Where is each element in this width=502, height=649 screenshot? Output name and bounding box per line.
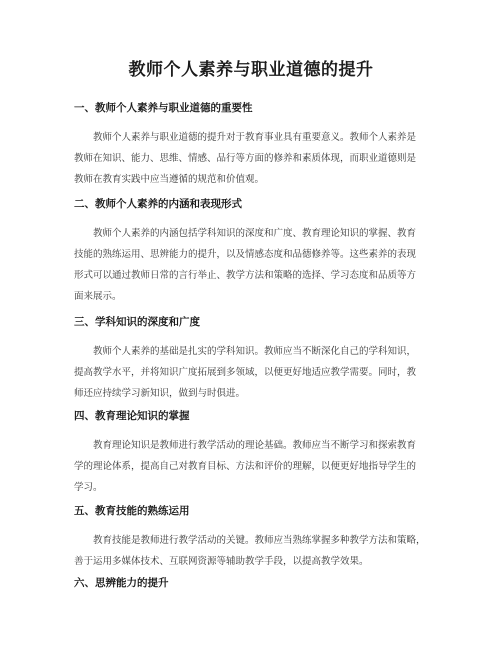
paragraph-line: 教师在知识、能力、思维、情感、品行等方面的修养和素质体现，而职业道德则是 <box>74 153 417 164</box>
section-heading: 六、思辨能力的提升 <box>74 577 169 589</box>
paragraph-line: 师还应持续学习新知识，做到与时俱进。 <box>74 388 246 399</box>
section-paragraph <box>74 341 434 404</box>
paragraph-line: 教师个人素养的内涵包括学科知识的深度和广度、教育理论知识的掌握、教育 <box>93 228 417 239</box>
paragraph-line: 教师个人素养的基础是扎实的学科知识。教师应当不断深化自己的学科知识， <box>93 346 417 357</box>
section-heading: 一、教师个人素养与职业道德的重要性 <box>74 102 253 114</box>
paragraph-line: 学的理论体系，提高自己对教育目标、方法和评价的理解，以便更好地指导学生的 <box>74 461 417 472</box>
section-heading: 四、教育理论知识的掌握 <box>74 410 190 422</box>
section-paragraph <box>74 530 434 572</box>
paragraph-line: 教育理论知识是教师进行教学活动的理论基础。教师应当不断学习和探索教育 <box>93 440 417 451</box>
paragraph-line: 面来展示。 <box>74 291 122 302</box>
document-title: 教师个人素养与职业道德的提升 <box>128 60 374 80</box>
section-paragraph <box>74 127 434 190</box>
paragraph-line: 教师在教育实践中应当遵循的规范和价值观。 <box>74 174 265 185</box>
paragraph-line: 技能的熟练运用、思辨能力的提升，以及情感态度和品德修养等。这些素养的表现 <box>74 249 417 260</box>
section-heading: 三、学科知识的深度和广度 <box>74 316 200 328</box>
section-paragraph <box>74 435 434 498</box>
paragraph-line: 教师个人素养与职业道德的提升对于教育事业具有重要意义。教师个人素养是 <box>93 132 417 143</box>
section-paragraph <box>74 223 434 307</box>
section-heading: 五、教育技能的熟练运用 <box>74 505 190 517</box>
paragraph-line: 提高教学水平，并将知识广度拓展到多领域，以便更好地适应教学需要。同时，教 <box>74 367 417 378</box>
paragraph-line: 善于运用多媒体技术、互联网资源等辅助教学手段，以提高教学效果。 <box>74 556 369 567</box>
section-heading: 二、教师个人素养的内涵和表现形式 <box>74 198 242 210</box>
paragraph-line: 教育技能是教师进行教学活动的关键。教师应当熟练掌握多种教学方法和策略， <box>93 535 426 546</box>
paragraph-line: 形式可以通过教师日常的言行举止、教学方法和策略的选择、学习态度和品质等方 <box>74 270 417 281</box>
paragraph-line: 学习。 <box>74 482 103 493</box>
